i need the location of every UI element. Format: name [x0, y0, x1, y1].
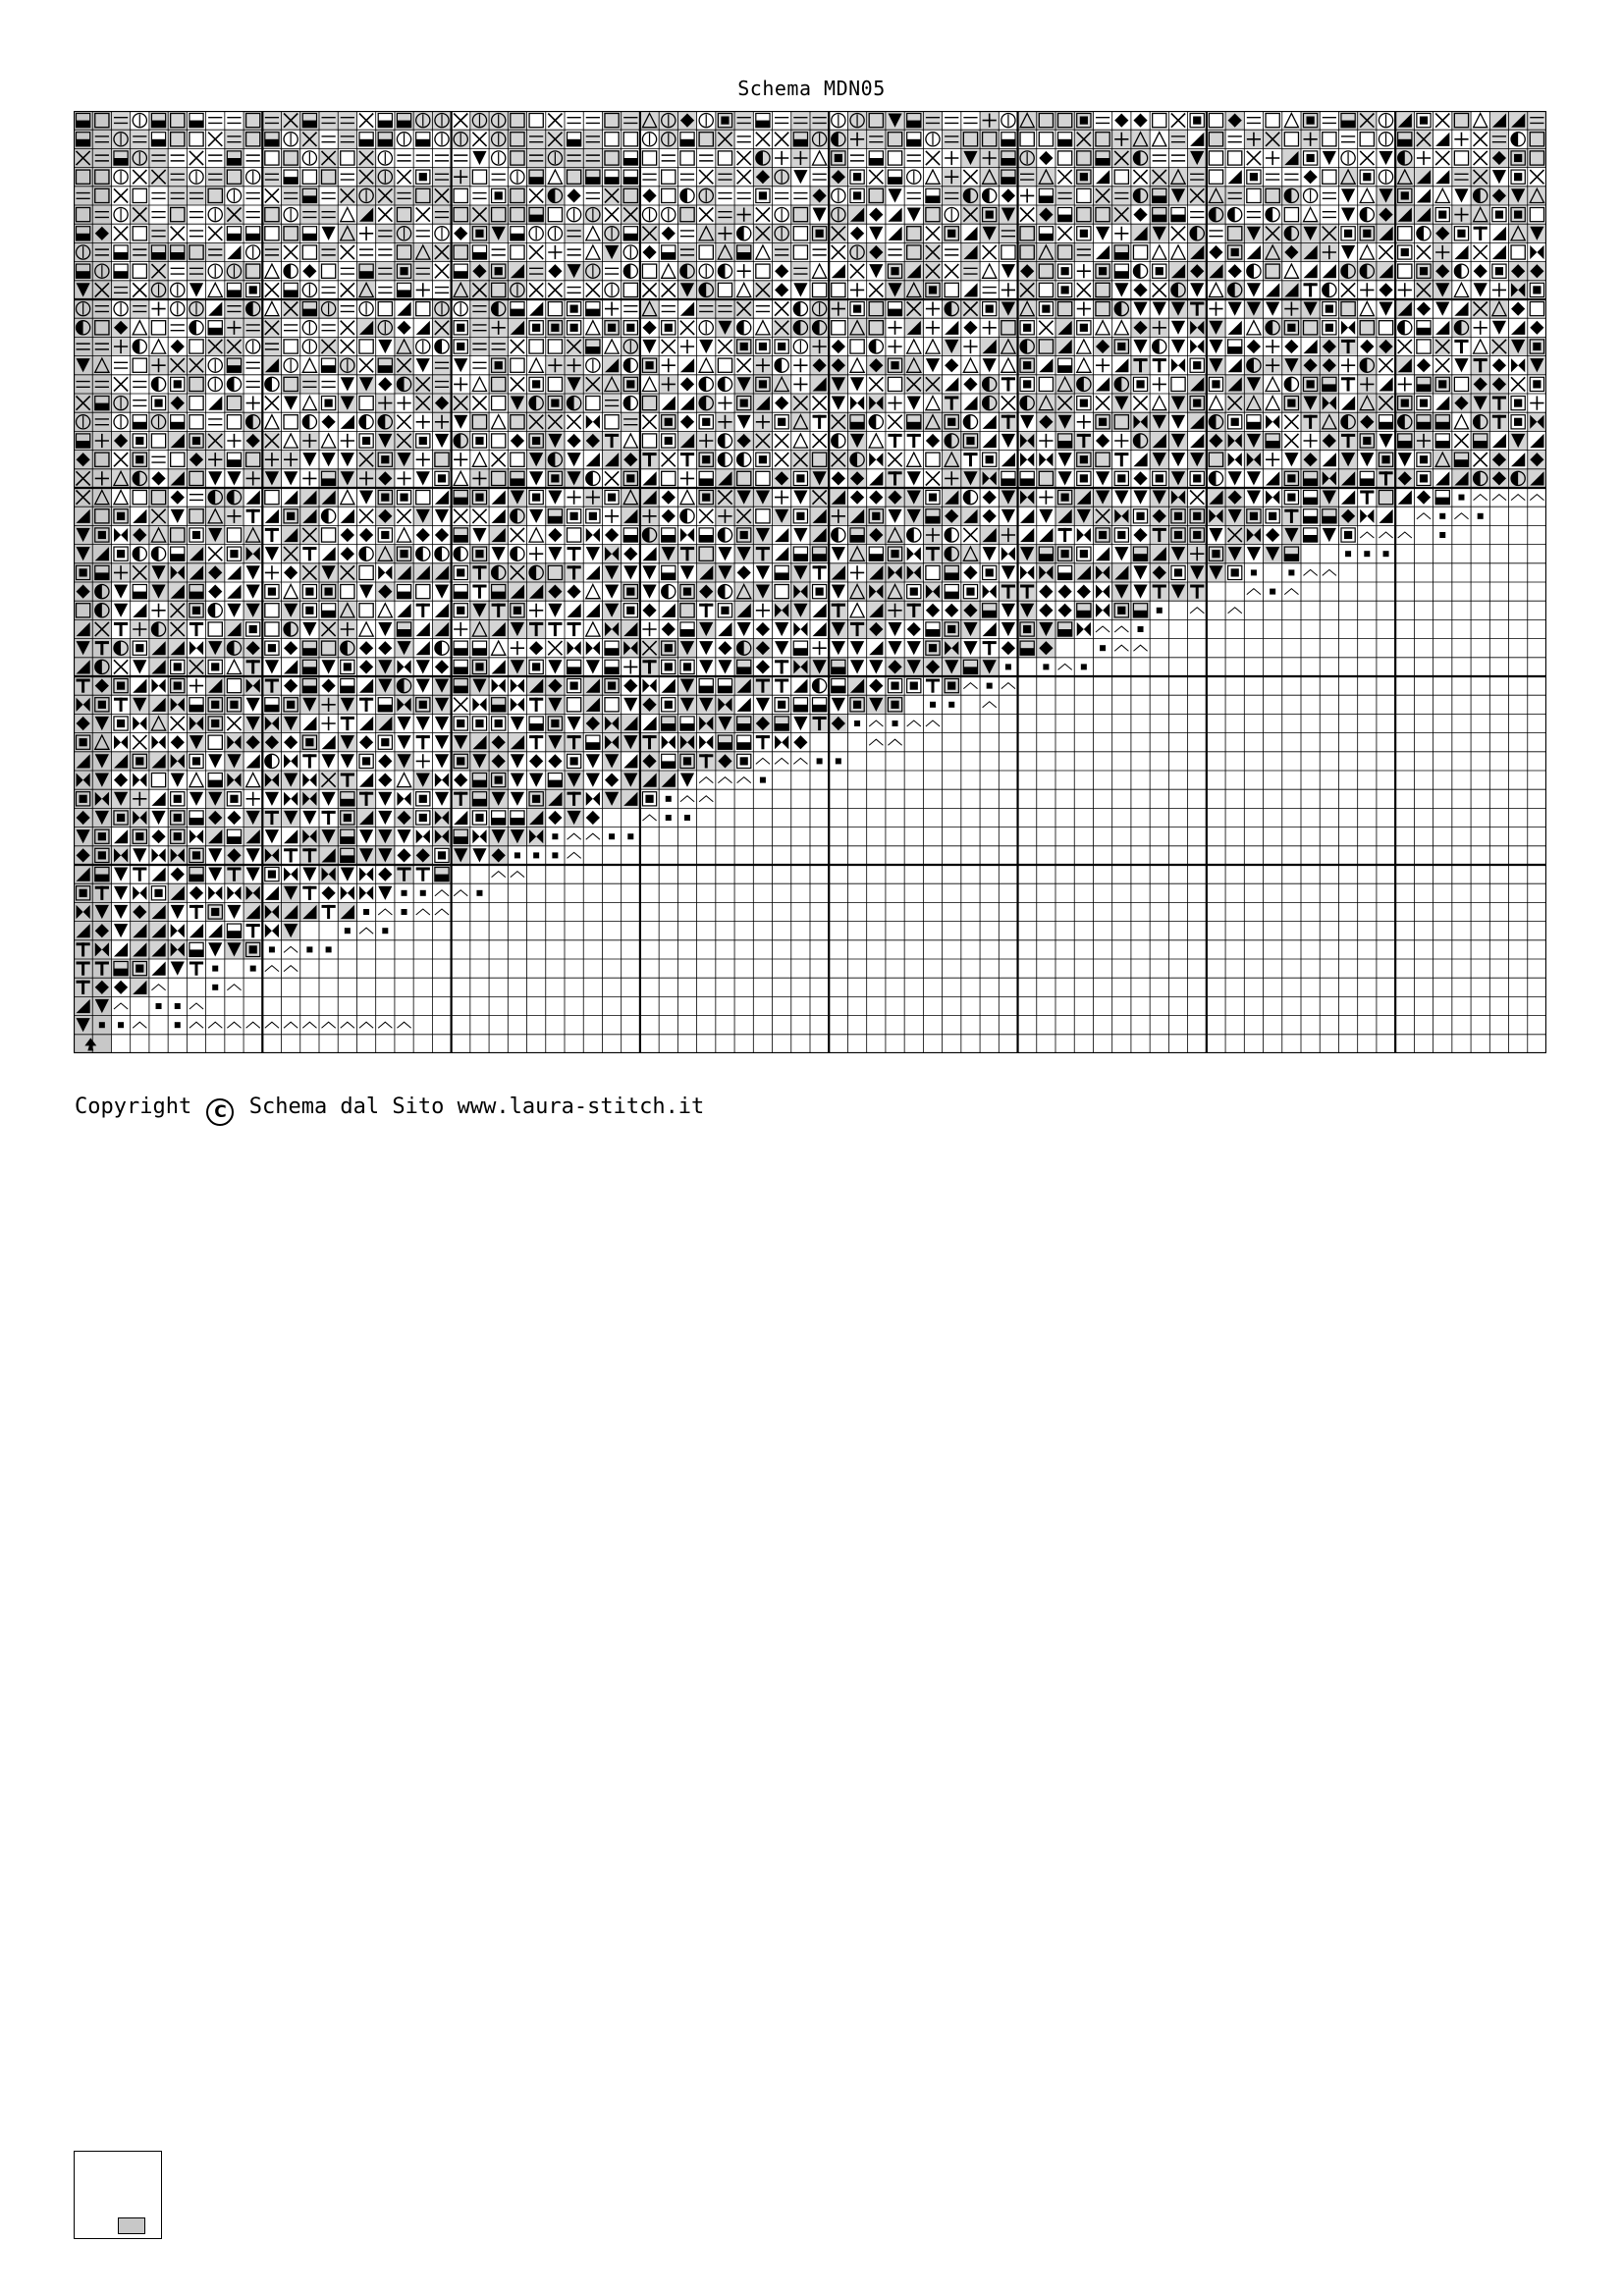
chart-grid: [74, 111, 1546, 1053]
copyright-prefix: Copyright: [75, 1095, 192, 1119]
page-index-box: [74, 2151, 162, 2239]
cross-stitch-chart: [74, 111, 1546, 1053]
copyright-text: Schema dal Sito www.laura-stitch.it: [248, 1095, 705, 1119]
page-title: Schema MDN05: [737, 77, 886, 100]
copyright-symbol: C: [206, 1098, 234, 1126]
copyright-line: [75, 1095, 704, 1126]
page-position-marker: [118, 2217, 145, 2234]
